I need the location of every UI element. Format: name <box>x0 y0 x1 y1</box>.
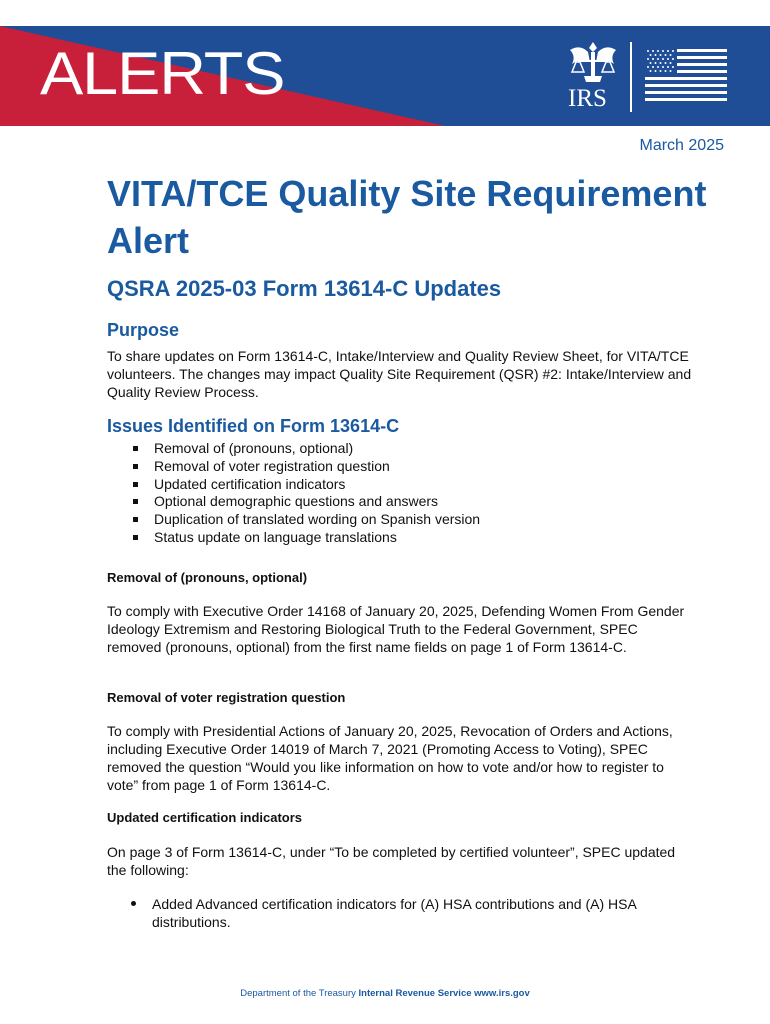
square-bullet-icon <box>133 517 138 522</box>
section-text-voter: To comply with Presidential Actions of January 20, 2025, Revocation of Orders and Actions, including Executive Order 14019 of March 7, 2021 (Promoting Access to Voting), SPEC removed the question “Would you like information on how to vote and/or how to register to vote” from page 1 of Form 13614-C. <box>107 723 673 793</box>
section-heading-pronouns: Removal of (pronouns, optional) <box>107 570 308 585</box>
certification-bullets <box>107 895 697 931</box>
page-footer <box>0 988 770 999</box>
us-flag-icon <box>645 48 727 102</box>
section-text-pronouns: To comply with Executive Order 14168 of January 20, 2025, Defending Women From Gender Ideology Extremism and Restoring Biological Truth to the Federal Government, SPEC removed (pronouns, optional) from the first name fields on page 1 of Form 13614-C. <box>107 603 685 655</box>
list-item <box>107 511 707 529</box>
banner-title: ALERTS <box>40 40 285 107</box>
list-item-text: Updated certification indicators <box>154 475 346 492</box>
footer-url[interactable]: www.irs.gov <box>474 988 530 999</box>
page-title: VITA/TCE Quality Site Requirement Alert <box>107 173 707 261</box>
alerts-banner <box>0 26 770 126</box>
list-item <box>107 493 707 511</box>
section-text-certification: On page 3 of Form 13614-C, under “To be completed by certified volunteer”, SPEC updated the following: <box>107 844 676 878</box>
square-bullet-icon <box>133 482 138 487</box>
list-item-text: Duplication of translated wording on Spanish version <box>154 511 481 528</box>
square-bullet-icon <box>133 499 138 504</box>
square-bullet-icon <box>133 464 138 469</box>
square-bullet-icon <box>133 535 138 540</box>
issues-heading: Issues Identified on Form 13614-C <box>107 416 400 436</box>
list-item <box>107 440 707 458</box>
list-item <box>107 529 707 547</box>
list-item <box>107 476 707 494</box>
page-subtitle: QSRA 2025-03 Form 13614-C Updates <box>107 276 502 301</box>
purpose-heading: Purpose <box>107 320 180 340</box>
logo-divider <box>630 42 632 112</box>
footer-agency: Internal Revenue Service <box>358 988 472 999</box>
section-heading-certification: Updated certification indicators <box>107 810 303 825</box>
issues-list <box>107 440 707 547</box>
list-item-text: Removal of voter registration question <box>154 457 390 474</box>
section-heading-voter: Removal of voter registration question <box>107 690 346 705</box>
footer-dept: Department of the Treasury <box>240 988 356 999</box>
list-item <box>107 895 697 931</box>
irs-logo-text: IRS <box>568 85 607 112</box>
list-item <box>107 458 707 476</box>
list-item-text: Added Advanced certification indicators for (A) HSA contributions and (A) HSA distributions. <box>152 896 637 930</box>
list-item-text: Removal of (pronouns, optional) <box>154 440 354 456</box>
purpose-text: To share updates on Form 13614-C, Intake/Interview and Quality Review Sheet, for VITA/TCE volunteers. The changes may impact Quality Site Requirement (QSR) #2: Intake/Interview and Quality Review Process. <box>107 348 692 400</box>
square-bullet-icon <box>133 446 138 451</box>
list-item-text: Status update on language translations <box>154 528 397 545</box>
list-item-text: Optional demographic questions and answers <box>154 493 439 510</box>
alert-date: March 2025 <box>639 137 724 154</box>
round-bullet-icon <box>131 901 136 906</box>
